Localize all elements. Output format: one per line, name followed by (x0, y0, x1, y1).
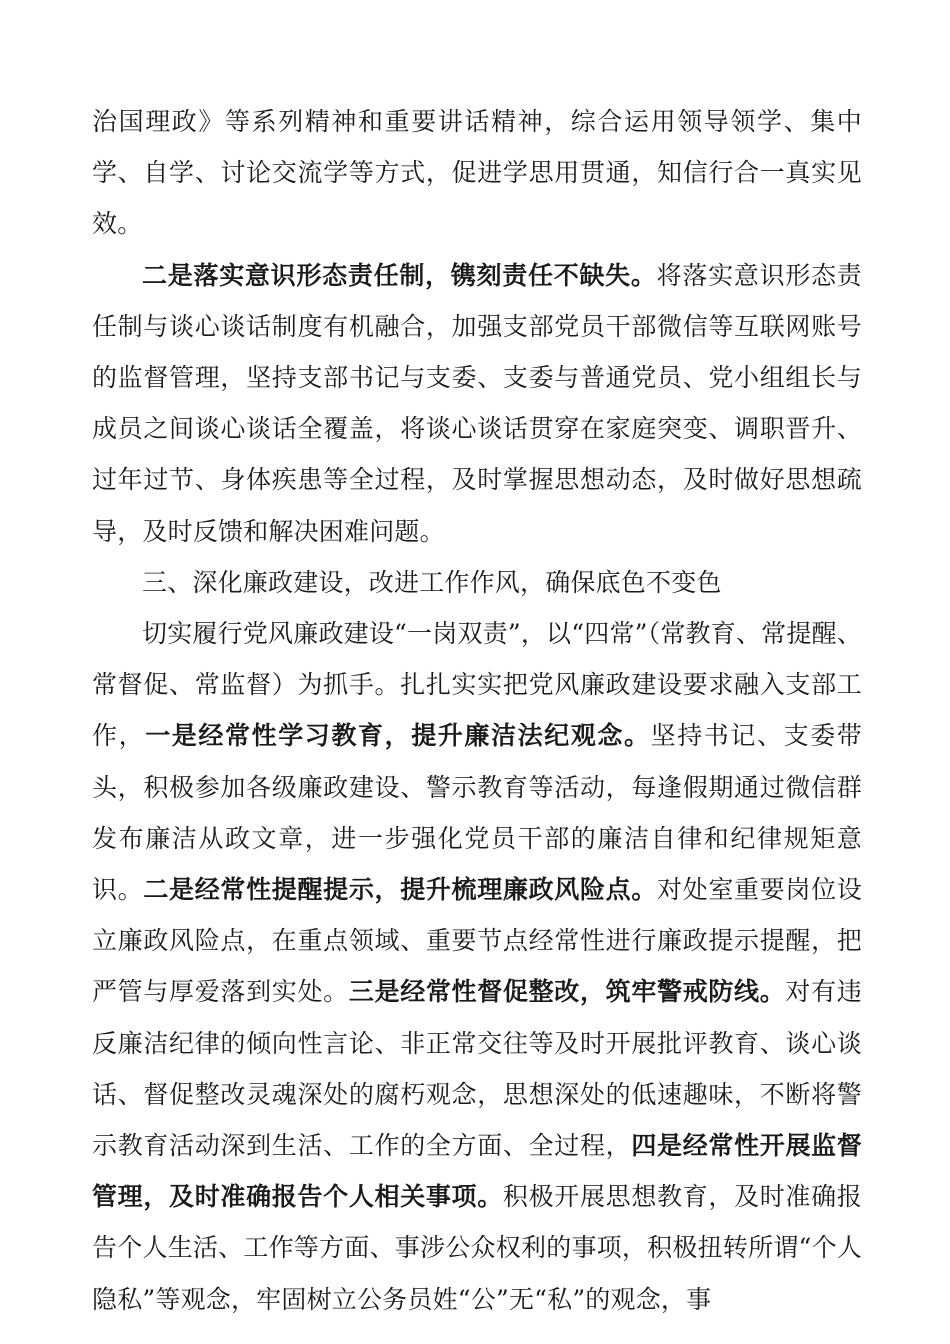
paragraph-text: 坚持书记、支委带头，积极参加各级廉政建设、警示教育等活动，每逢假期通过微信群发布廉洁从政文章，进一步强化党员干部的廉洁自律和纪律规矩意识。 (92, 721, 862, 905)
paragraph-lead-bold: 二是落实意识形态责任制，镌刻责任不缺失。 (142, 260, 657, 290)
section-heading-integrity: 三、深化廉政建设，改进工作作风，确保底色不变色 (142, 567, 722, 597)
point-three-bold: 三是经常性督促整改，筑牢警戒防线。 (348, 977, 786, 1007)
paragraph-text: 治国理政》等系列精神和重要讲话精神，综合运用领导领学、集中学、自学、讨论交流学等方式，促进学思用贯通，知信行合一真实见效。 (92, 107, 862, 239)
paragraph-text: 积极开展思想教育，及时准确报告个人生活、工作等方面、事涉公众权利的事项，积极扭转所谓“个人隐私”等观念，牢固树立公务员姓“公”无“私”的观念，事 (92, 1182, 862, 1314)
point-four-bold: 四是经常性开展监督管理，及时准确报告个人相关事项。 (92, 1131, 863, 1212)
paragraph-text: 对有违反廉洁纪律的倾向性言论、非正常交往等及时开展批评教育、谈心谈话、督促整改灵魂深处的腐朽观念，思想深处的低速趣味，不断将警示教育活动深到生活、工作的全方面、全过程， (92, 977, 862, 1161)
paragraph-text: 将落实意识形态责任制与谈心谈话制度有机融合，加强支部党员干部微信等互联网账号的监督管理，坚持支部书记与支委、支委与普通党员、党小组组长与成员之间谈心谈话全覆盖，将谈心谈话贯穿在家庭突变、调职晋升、过年过节、身体疾患等全过程，及时掌握思想动态，及时做好思想疏导，及时反馈和解决困难问题。 (92, 260, 862, 546)
paragraph-text: 对处室重要岗位设立廉政风险点，在重点领域、重要节点经常性进行廉政提示提醒，把严管与厚爱落到实处。 (92, 875, 862, 1007)
point-two-bold: 二是经常性提醒提示，提升梳理廉政风险点。 (143, 875, 658, 905)
paragraph-ideology-responsibility (92, 250, 862, 557)
paragraph-integrity-building (92, 608, 862, 1325)
document-body (92, 96, 862, 1325)
point-one-bold: 一是经常性学习教育，提升廉洁法纪观念。 (145, 721, 651, 751)
paragraph-text: 切实履行党风廉政建设“一岗双责”，以“四常”（常教育、常提醒、常督促、常监督）为抓手。扎扎实实把党风廉政建设要求融入支部工作， (92, 619, 862, 751)
paragraph-study-methods (92, 96, 862, 250)
